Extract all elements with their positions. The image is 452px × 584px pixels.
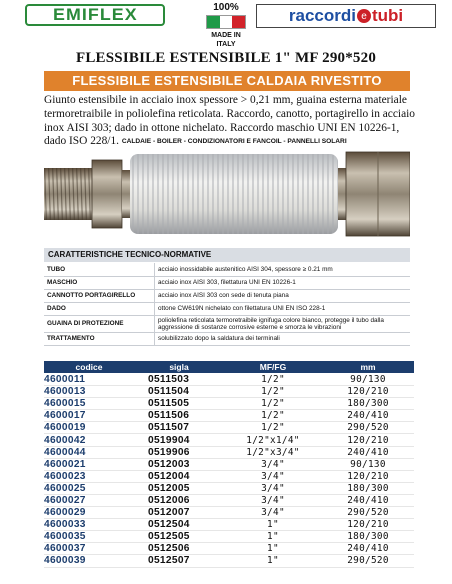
application-tag: CALDAIE - BOILER - CONDIZIONATORI E FANCOIL - PANNELLI SOLARI	[121, 138, 347, 146]
spec-row	[44, 302, 410, 315]
badge-percent: 100%	[213, 2, 239, 13]
header-mm: mm	[360, 362, 376, 372]
cell-codice: 4600011	[44, 374, 86, 386]
spec-value: ottone CW619N nichelato con filettatura UNI EN ISO 228-1	[155, 302, 411, 315]
cell-sigla: 0512003	[148, 458, 190, 470]
badge-made-in-italy: MADE IN ITALY	[211, 32, 241, 48]
cell-codice: 4600025	[44, 482, 86, 494]
cell-mm: 240/410	[347, 494, 389, 506]
cell-mm: 240/410	[347, 446, 389, 458]
spec-value: acciaio inox AISI 303 con sede di tenuta piana	[155, 289, 411, 302]
cell-codice: 4600015	[44, 398, 86, 410]
spec-row	[44, 315, 410, 332]
cell-codice: 4600037	[44, 543, 86, 555]
cell-mm: 240/410	[347, 543, 389, 555]
spec-value: solubilizzato dopo la saldatura dei terminali	[155, 332, 411, 345]
spec-key: MASCHIO	[44, 276, 155, 289]
cell-sigla: 0519906	[148, 446, 190, 458]
flag-stripe-white	[220, 16, 233, 28]
cell-mm: 90/130	[350, 374, 386, 386]
logo-word-tubi: tubi	[371, 6, 404, 25]
cell-mm: 290/520	[347, 422, 389, 434]
header-sigla: sigla	[169, 362, 189, 372]
logo-word-raccordi: raccordi	[288, 6, 356, 25]
cell-codice: 4600027	[44, 494, 86, 506]
made-in-italy-badge	[202, 2, 250, 48]
cell-mf-fg: 3/4"	[261, 507, 285, 519]
table-row	[44, 495, 414, 507]
cell-sigla: 0511504	[148, 386, 190, 398]
cell-mf-fg: 1"	[267, 531, 279, 543]
table-row	[44, 410, 414, 422]
table-row	[44, 422, 414, 434]
spec-key: TRATTAMENTO	[44, 332, 155, 345]
cell-sigla: 0512007	[148, 507, 190, 519]
product-description	[44, 94, 424, 149]
cell-codice: 4600021	[44, 458, 86, 470]
cell-mf-fg: 1/2"	[261, 374, 285, 386]
cell-codice: 4600042	[44, 434, 86, 446]
cell-sigla: 0512504	[148, 519, 190, 531]
cell-mf-fg: 1/2"	[261, 422, 285, 434]
cell-mm: 120/210	[347, 386, 389, 398]
cell-codice: 4600039	[44, 555, 86, 567]
table-row	[44, 555, 414, 567]
cell-codice: 4600019	[44, 422, 86, 434]
cell-mf-fg: 3/4"	[261, 458, 285, 470]
cell-sigla: 0519904	[148, 434, 190, 446]
table-row	[44, 543, 414, 555]
flag-stripe-red	[232, 16, 245, 28]
spec-key: TUBO	[44, 263, 155, 276]
cell-sigla: 0512506	[148, 543, 190, 555]
table-row	[44, 447, 414, 459]
table-row	[44, 434, 414, 446]
cell-sigla: 0511505	[148, 398, 190, 410]
cell-mf-fg: 1/2"x3/4"	[246, 446, 300, 458]
cell-mm: 180/300	[347, 531, 389, 543]
male-hex	[92, 160, 122, 228]
spec-key: GUAINA DI PROTEZIONE	[44, 315, 155, 332]
spec-key: DADO	[44, 302, 155, 315]
cell-mm: 90/130	[350, 458, 386, 470]
specs-heading: CARATTERISTICHE TECNICO-NORMATIVE	[44, 248, 410, 262]
cell-mf-fg: 1/2"	[261, 398, 285, 410]
cell-sigla: 0511507	[148, 422, 190, 434]
spec-value: acciaio inossidabile austenitico AISI 304, spessore ≥ 0.21 mm	[155, 263, 411, 276]
spec-value: poliolefina reticolata termoretraibile ignifuga colore bianco, protegge il tubo dalla aggressione di sostanze corrosive esterne e smorza le vibrazioni	[155, 315, 411, 332]
cell-mf-fg: 1"	[267, 543, 279, 555]
product-title: FLESSIBILE ESTENSIBILE 1" MF 290*520	[75, 50, 377, 66]
cell-mf-fg: 1/2"	[261, 386, 285, 398]
table-row	[44, 471, 414, 483]
cell-mm: 120/210	[347, 470, 389, 482]
cell-mm: 180/300	[347, 398, 389, 410]
cell-mm: 120/210	[347, 434, 389, 446]
cell-sigla: 0512006	[148, 494, 190, 506]
cell-mf-fg: 1/2"	[261, 410, 285, 422]
cell-codice: 4600013	[44, 386, 86, 398]
product-table	[44, 374, 414, 568]
table-row	[44, 374, 414, 386]
flag-stripe-green	[207, 16, 220, 28]
cell-mm: 180/300	[347, 482, 389, 494]
table-row	[44, 531, 414, 543]
cell-mf-fg: 3/4"	[261, 494, 285, 506]
cell-sigla: 0511506	[148, 410, 190, 422]
raccordi-e-tubi-logo	[256, 4, 436, 28]
cell-sigla: 0512505	[148, 531, 190, 543]
cell-codice: 4600017	[44, 410, 86, 422]
emiflex-logo	[25, 4, 165, 26]
italy-flag-icon	[206, 15, 246, 29]
product-table-header	[44, 361, 414, 373]
cell-sigla: 0512005	[148, 482, 190, 494]
specs-table	[44, 263, 410, 346]
product-banner: FLESSIBILE ESTENSIBILE CALDAIA RIVESTITO	[44, 71, 410, 91]
cell-mm: 290/520	[347, 507, 389, 519]
cell-sigla: 0512507	[148, 555, 190, 567]
spec-key: CANNOTTO PORTAGIRELLO	[44, 289, 155, 302]
cell-mf-fg: 3/4"	[261, 470, 285, 482]
cell-sigla: 0512004	[148, 470, 190, 482]
table-row	[44, 483, 414, 495]
cell-mf-fg: 1"	[267, 519, 279, 531]
table-row	[44, 459, 414, 471]
cell-mf-fg: 1"	[267, 555, 279, 567]
cell-mm: 240/410	[347, 410, 389, 422]
description-text: Giunto estensibile in acciaio inox spessore > 0,21 mm, guaina esterna materiale termoretraibile in poliolefina reticolata. Raccordo, canotto, portagirello in acciaio inox AISI 303; dado in ottone nichelato. Raccordo maschio UNI EN 10226-1, dado ISO 228/1.	[44, 94, 415, 148]
cell-codice: 4600035	[44, 531, 86, 543]
header-codice: codice	[75, 362, 103, 372]
cell-codice: 4600033	[44, 519, 86, 531]
product-photo	[44, 148, 410, 240]
table-row	[44, 386, 414, 398]
cell-codice: 4600044	[44, 446, 86, 458]
spec-row	[44, 263, 410, 276]
table-row	[44, 519, 414, 531]
table-row	[44, 398, 414, 410]
cell-mf-fg: 1/2"x1/4"	[246, 434, 300, 446]
spec-row	[44, 289, 410, 302]
table-row	[44, 507, 414, 519]
header-mf-fg: MF/FG	[259, 362, 287, 372]
emiflex-logo-text: EMIFLEX	[52, 5, 138, 24]
cell-sigla: 0511503	[148, 374, 190, 386]
cell-codice: 4600029	[44, 507, 86, 519]
cell-mm: 290/520	[347, 555, 389, 567]
spec-row	[44, 276, 410, 289]
spec-value: acciaio inox AISI 303, filettatura UNI EN 10226-1	[155, 276, 411, 289]
logo-word-e: e	[357, 9, 371, 23]
cell-codice: 4600023	[44, 470, 86, 482]
cell-mm: 120/210	[347, 519, 389, 531]
cell-mf-fg: 3/4"	[261, 482, 285, 494]
spec-row	[44, 332, 410, 345]
